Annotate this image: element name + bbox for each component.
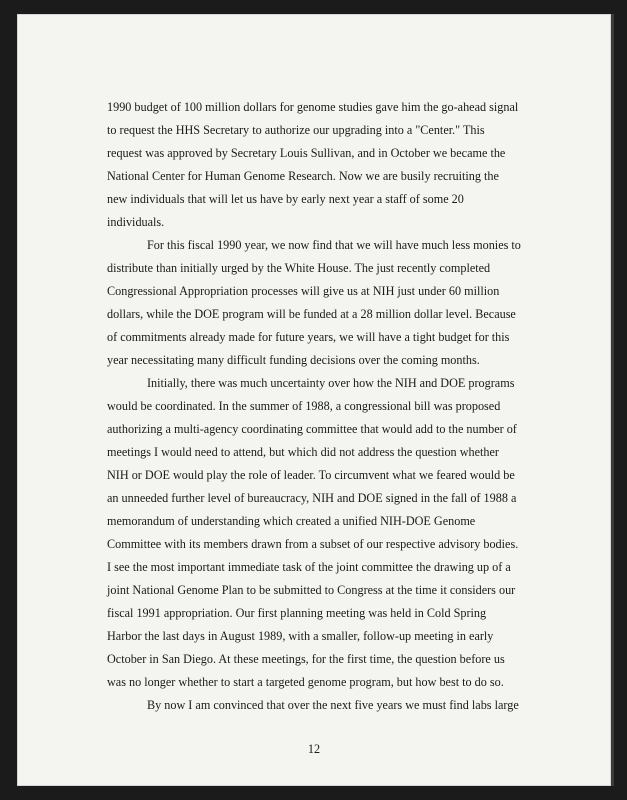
text-line: would be coordinated. In the summer of 1988, a congressional bill was proposed [107,399,501,413]
text-line: of commitments already made for future years, we will have a tight budget for this [107,330,510,344]
text-line: 1990 budget of 100 million dollars for genome studies gave him the go-ahead signal [107,100,519,114]
text-line: Committee with its members drawn from a subset of our respective advisory bodies. [107,537,519,551]
text-line: individuals. [107,215,165,229]
text-line: joint National Genome Plan to be submitted to Congress at the time it considers our [107,583,516,597]
text-line: authorizing a multi-agency coordinating committee that would add to the number of [107,422,517,436]
text-line: dollars, while the DOE program will be funded at a 28 million dollar level. Because [107,307,516,321]
text-line: request was approved by Secretary Louis Sullivan, and in October we became the [107,146,506,160]
text-line: Congressional Appropriation processes will give us at NIH just under 60 million [107,284,500,298]
page-number: 12 [307,742,321,756]
text-line: distribute than initially urged by the White House. The just recently completed [107,261,491,275]
text-line: memorandum of understanding which created a unified NIH-DOE Genome [107,514,476,528]
document-page [17,14,611,786]
text-line: Harbor the last days in August 1989, with a smaller, follow-up meeting in early [107,629,494,643]
text-line: an unneeded further level of bureaucracy, NIH and DOE signed in the fall of 1988 a [107,491,517,505]
body-text [17,14,611,786]
text-line: was no longer whether to start a targeted genome program, but how best to do so. [107,675,504,689]
paragraph-first-line: For this fiscal 1990 year, we now find that we will have much less monies to [147,238,521,252]
text-line: NIH or DOE would play the role of leader. To circumvent what we feared would be [107,468,515,482]
text-line: new individuals that will let us have by early next year a staff of some 20 [107,192,464,206]
paragraph-first-line: By now I am convinced that over the next five years we must find labs large [147,698,519,712]
text-line: October in San Diego. At these meetings, for the first time, the question before us [107,652,505,666]
text-line: National Center for Human Genome Research. Now we are busily recruiting the [107,169,499,183]
text-line: year necessitating many difficult funding decisions over the coming months. [107,353,480,367]
text-line: to request the HHS Secretary to authorize our upgrading into a "Center." This [107,123,485,137]
text-line: fiscal 1991 appropriation. Our first planning meeting was held in Cold Spring [107,606,487,620]
text-line: meetings I would need to attend, but which did not address the question whether [107,445,499,459]
paragraph-first-line: Initially, there was much uncertainty over how the NIH and DOE programs [147,376,515,390]
page-edge [611,14,614,786]
text-line: I see the most important immediate task of the joint committee the drawing up of a [107,560,511,574]
